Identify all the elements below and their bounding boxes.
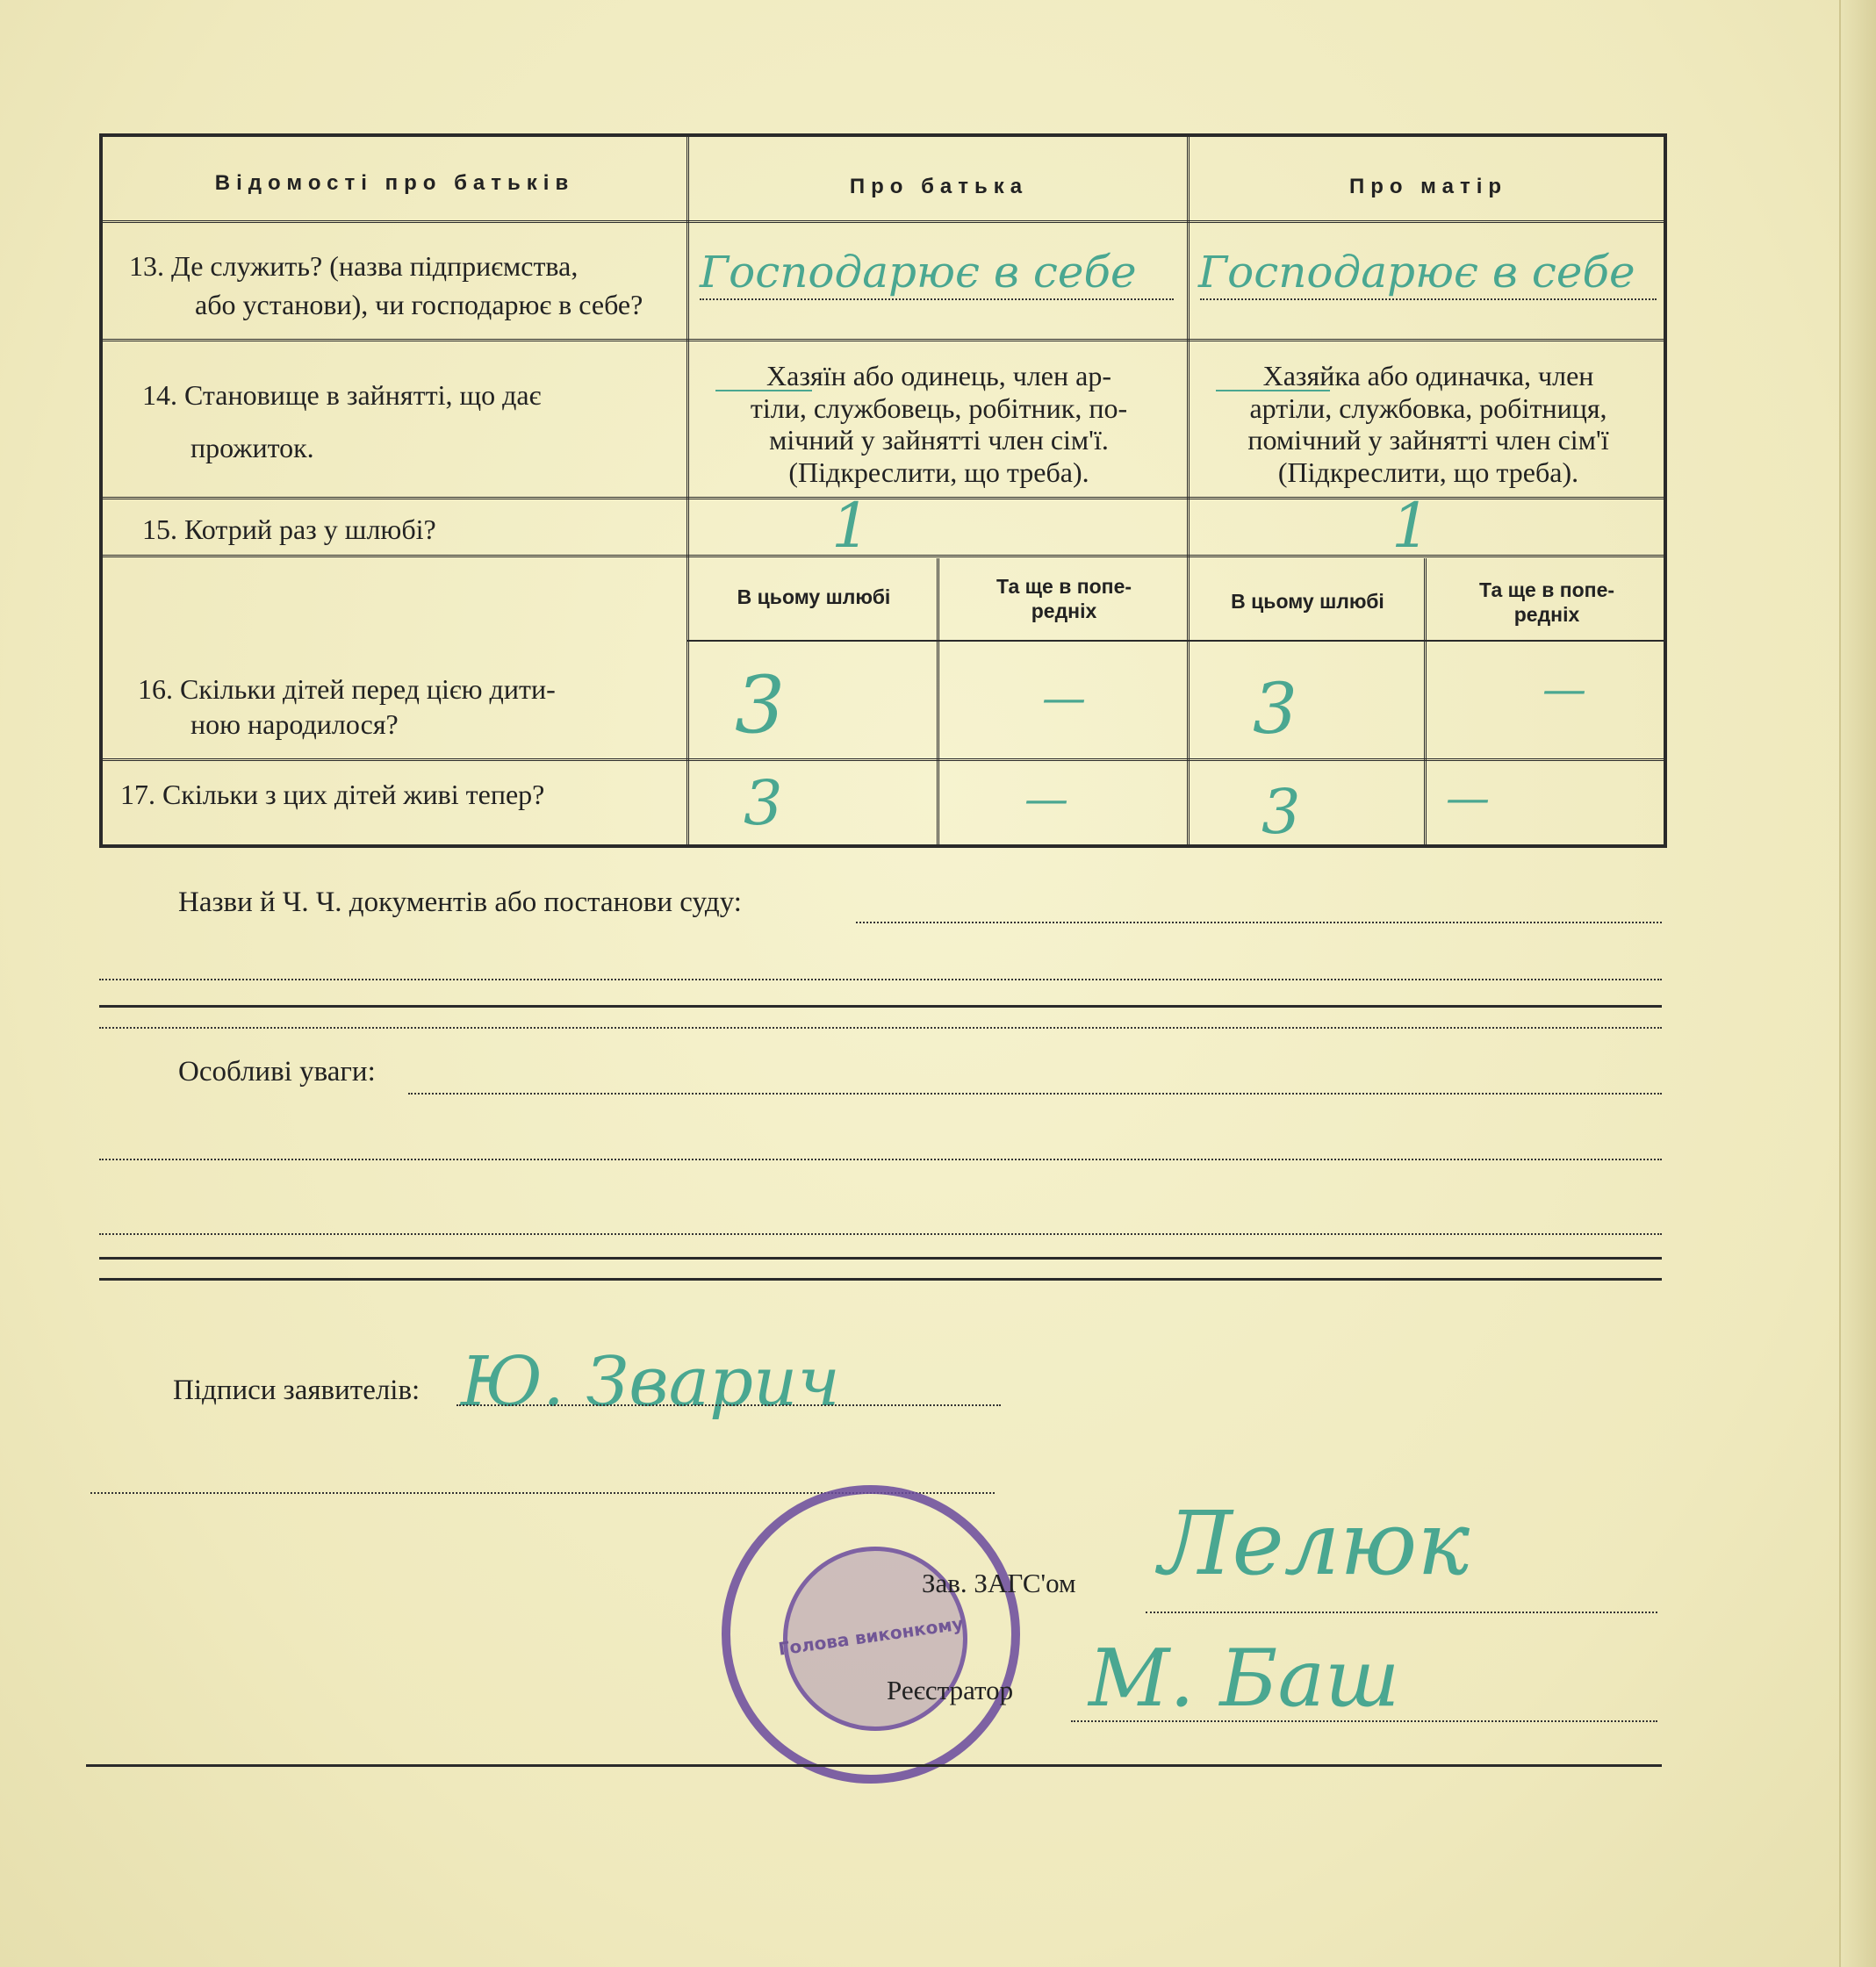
- row14-father-line1: Хазяїн або одинець, член ар-: [766, 360, 1111, 391]
- row16-value-2: —: [1042, 672, 1086, 723]
- signatures-label: Підписи заявителів:: [173, 1375, 420, 1406]
- section-divider: [99, 1278, 1662, 1281]
- remarks-line: [408, 1093, 1662, 1095]
- section-divider: [99, 1257, 1662, 1260]
- row13-label-line1: 13. Де служить? (назва підприємства,: [129, 250, 579, 282]
- table-col-rule: [1187, 133, 1193, 848]
- row13-label-line2: або установи), чи господарює в себе?: [195, 289, 643, 320]
- header-mother: Про матір: [1348, 175, 1508, 198]
- header-parents-info: Відомості про батьків: [214, 171, 575, 195]
- signatures-line: [456, 1404, 1001, 1406]
- parents-info-table: [99, 133, 1667, 848]
- row14-label-line1: 14. Становище в зайнятті, що дає: [142, 379, 542, 411]
- row16-label-line1: 16. Скільки дітей перед цією дити-: [138, 673, 556, 705]
- row16-sub-previous-mother-line2: редніх: [1513, 603, 1580, 626]
- row16-value-4: —: [1542, 664, 1586, 714]
- remarks-line-2: [99, 1159, 1662, 1160]
- row17-value-3: 3: [1261, 776, 1301, 848]
- row14-mother-line3: помічний у зайнятті член сім'ї: [1247, 424, 1609, 456]
- bottom-divider: [86, 1764, 1662, 1767]
- row17-value-1: 3: [744, 767, 783, 839]
- row17-value-4: —: [1446, 772, 1490, 823]
- documents-line-3: [99, 1027, 1662, 1029]
- head-line: [1146, 1612, 1657, 1613]
- head-signature: Лелюк: [1159, 1492, 1470, 1595]
- table-col-rule: [686, 133, 693, 848]
- row15-father-value: 1: [831, 490, 871, 562]
- documents-line-2: [99, 979, 1662, 980]
- registrar-line: [1071, 1720, 1657, 1722]
- row14-mother-line2: артіли, службовка, робітниця,: [1249, 392, 1607, 424]
- row16-sub-previous-father-line1: Та ще в попе-: [996, 575, 1132, 598]
- row16-value-3: 3: [1253, 668, 1297, 750]
- remarks-label: Особливі уваги:: [178, 1056, 376, 1088]
- applicant-signature: Ю. Зварич: [461, 1343, 840, 1422]
- section-divider: [99, 1005, 1662, 1008]
- mother-underline: [1216, 390, 1330, 391]
- head-label: Зав. ЗАГС'ом: [922, 1568, 1076, 1598]
- row16-sub-this-marriage-mother: В цьому шлюбі: [1231, 590, 1384, 613]
- documents-line: [856, 922, 1662, 923]
- header-father: Про батька: [849, 175, 1029, 198]
- row14-label-line2: прожиток.: [190, 432, 314, 463]
- row16-label-line2: ною народилося?: [190, 708, 399, 740]
- row14-father-line3: мічний у зайнятті член сім'ї.: [769, 424, 1109, 456]
- row14-mother-line1: Хазяйка або одиначка, член: [1262, 360, 1594, 391]
- father-underline: [715, 390, 812, 391]
- registrar-label: Реєстратор: [887, 1675, 1014, 1705]
- page-edge: [1839, 0, 1876, 1967]
- remarks-line-3: [99, 1233, 1662, 1235]
- row14-father-line4: (Підкреслити, що треба).: [788, 456, 1089, 488]
- row17-label: 17. Скільки з цих дітей живі тепер?: [120, 779, 545, 810]
- row15-mother-value: 1: [1391, 490, 1431, 562]
- row13-father-handwriting: Господарює в себе: [700, 247, 1137, 298]
- official-stamp: [722, 1485, 1020, 1784]
- row15-label: 15. Котрий раз у шлюбі?: [142, 513, 436, 545]
- row17-value-2: —: [1024, 773, 1068, 824]
- row13-mother-line: [1200, 298, 1657, 300]
- table-rule: [103, 220, 1664, 226]
- table-rule: [686, 640, 1664, 642]
- documents-label: Назви й Ч. Ч. документів або постанови суду:: [178, 887, 742, 918]
- registrar-signature: М. Баш: [1089, 1633, 1400, 1725]
- row16-sub-previous-father-line2: редніх: [1031, 599, 1097, 622]
- table-rule: [103, 339, 1664, 345]
- row16-sub-this-marriage-father: В цьому шлюбі: [737, 585, 891, 608]
- row14-father-line2: тіли, службовець, робітник, по-: [750, 392, 1128, 424]
- row14-mother-line4: (Підкреслити, що треба).: [1277, 456, 1579, 488]
- stamp-text: Голова виконкому: [777, 1612, 965, 1660]
- row13-father-line: [700, 298, 1174, 300]
- row16-value-1: 3: [735, 659, 786, 751]
- row13-mother-handwriting: Господарює в себе: [1198, 247, 1635, 298]
- row16-sub-previous-mother-line1: Та ще в попе-: [1478, 578, 1615, 601]
